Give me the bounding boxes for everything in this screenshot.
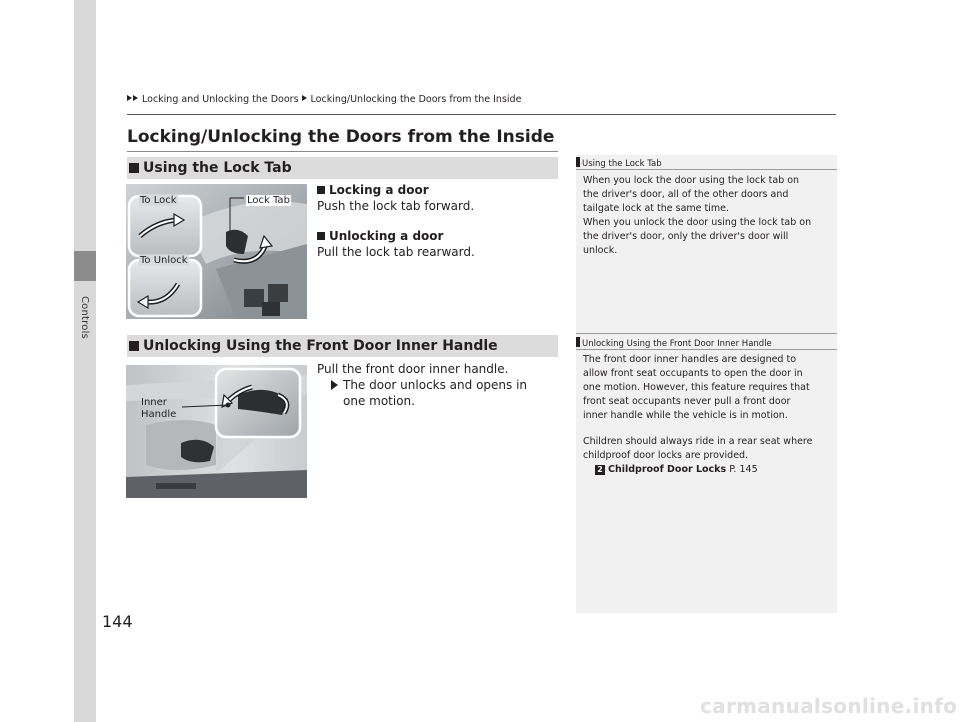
note-text-lock-tab: When you lock the door using the lock tab on the driver's door, all of the other doors and tailgate lock at the same time. When you unlock the door using the lock tab on the driver's door, only the driver's door will unlock. xyxy=(583,175,812,256)
note-marker-icon xyxy=(576,157,580,167)
result-arrow-icon xyxy=(331,380,338,390)
unlocking-text: Pull the lock tab rearward. xyxy=(317,245,475,259)
note-title-inner-handle: Unlocking Using the Front Door Inner Handle xyxy=(576,337,772,349)
breadcrumb-item-2[interactable]: Locking/Unlocking the Doors from the Inside xyxy=(310,94,522,105)
note-text-inner-handle: The front door inner handles are designed to allow front seat occupants to open the door in one motion. However, this feature requires that front seat occupants never pull a front door inner handle while the vehicle is in motion. Children should always ride in a rear seat where childproof door locks are provided. 2 Childproof Door Locks P. 145 xyxy=(583,353,815,477)
side-tab-strip xyxy=(74,0,96,722)
locking-heading: Locking a door xyxy=(317,182,557,198)
inner-handle-instructions xyxy=(317,361,557,409)
side-tab-marker xyxy=(74,251,96,281)
callout-to-unlock: To Unlock xyxy=(140,255,188,266)
lock-tab-instructions xyxy=(317,182,557,260)
header-rule xyxy=(127,114,836,115)
watermark: carmanualsonline.info xyxy=(700,694,958,718)
locking-text: Push the lock tab forward. xyxy=(317,199,475,213)
inner-handle-illustration xyxy=(126,365,307,498)
breadcrumb-arrow-icon xyxy=(302,95,307,101)
side-tab-label: Controls xyxy=(79,296,90,339)
reference-arrow-icon: 2 xyxy=(595,465,605,475)
callout-inner-handle: Inner Handle xyxy=(141,397,177,420)
unlocking-heading: Unlocking a door xyxy=(317,228,557,244)
callout-lock-tab: Lock Tab xyxy=(247,195,290,206)
section-square-icon xyxy=(129,341,139,351)
breadcrumb xyxy=(127,94,521,105)
note-rule xyxy=(576,169,837,170)
childproof-reference-link[interactable]: 2 Childproof Door Locks P. 145 xyxy=(583,463,815,477)
breadcrumb-arrow-icon xyxy=(133,95,138,101)
bullet-square-icon xyxy=(317,186,325,194)
section-heading-inner-handle: Unlocking Using the Front Door Inner Handle xyxy=(127,335,558,357)
note-title-lock-tab: Using the Lock Tab xyxy=(576,157,662,169)
breadcrumb-arrow-icon xyxy=(127,95,132,101)
page-title: Locking/Unlocking the Doors from the Inside xyxy=(127,127,555,147)
section-square-icon xyxy=(129,163,139,173)
title-rule xyxy=(127,151,558,152)
section-heading-lock-tab: Using the Lock Tab xyxy=(127,157,558,179)
breadcrumb-item-1[interactable]: Locking and Unlocking the Doors xyxy=(142,94,299,105)
callout-to-lock: To Lock xyxy=(140,195,177,206)
page-number: 144 xyxy=(102,612,133,631)
note-rule xyxy=(576,349,837,350)
inner-handle-text: Pull the front door inner handle. xyxy=(317,362,509,376)
bullet-square-icon xyxy=(317,232,325,240)
note-rule xyxy=(576,333,837,334)
inner-handle-result: The door unlocks and opens in one motion. xyxy=(317,377,557,409)
note-marker-icon xyxy=(576,337,580,347)
